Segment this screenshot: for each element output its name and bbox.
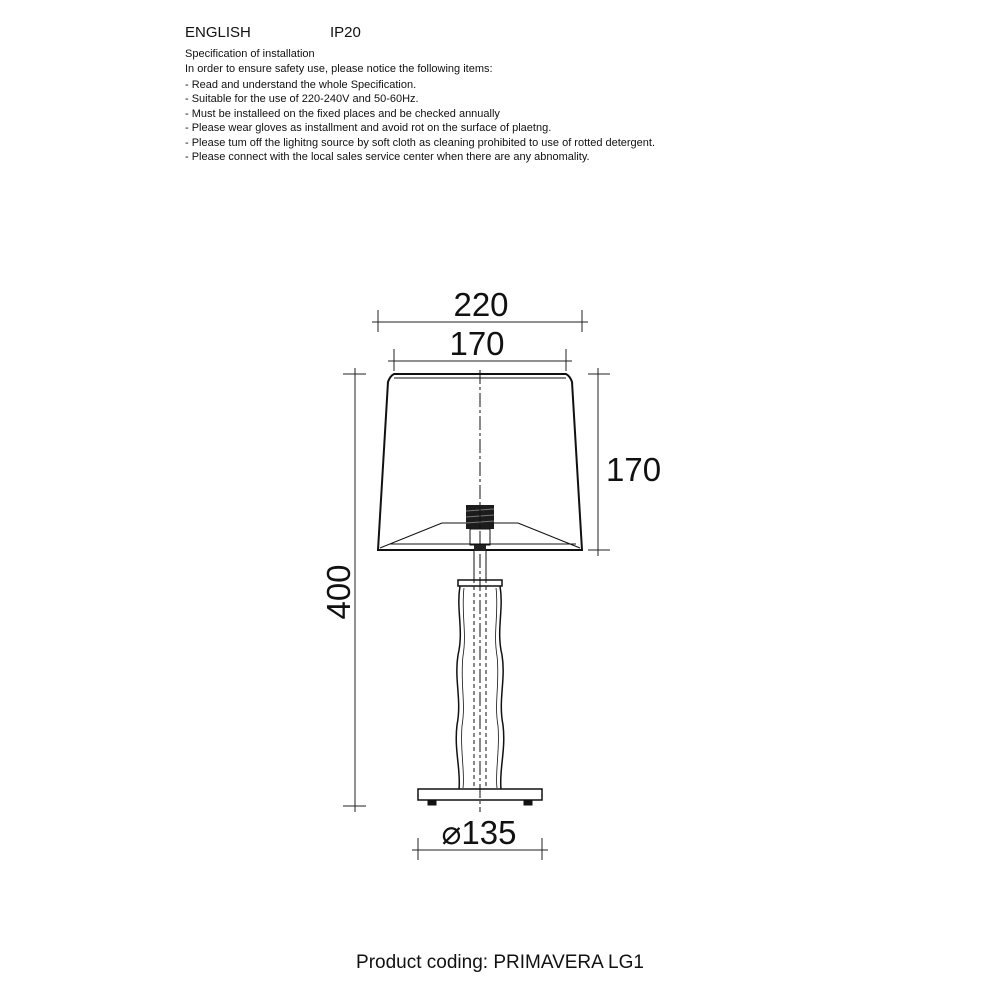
- shade-height-label: 170: [606, 451, 662, 488]
- ip-rating: IP20: [330, 24, 361, 41]
- spec-intro: In order to ensure safety use, please notice the following items:: [185, 63, 493, 75]
- spec-title: Specification of installation: [185, 48, 315, 60]
- safety-rule: - Please tum off the lighitng source by soft cloth as cleaning prohibited to use of rotted detergent.: [185, 136, 656, 149]
- safety-rule: - Read and understand the whole Specification.: [185, 79, 417, 91]
- safety-rule: - Please connect with the local sales service center when there are any abnomality.: [185, 151, 590, 164]
- safety-rule: - Suitable for the use of 220-240V and 50-60Hz.: [185, 93, 419, 106]
- safety-rule: - Must be installeed on the fixed places and be checked annually: [185, 107, 500, 120]
- base-diameter-label: ⌀135: [441, 814, 517, 851]
- safety-rule: - Please wear gloves as installment and avoid rot on the surface of plaetng.: [185, 122, 552, 135]
- total-height-label: 400: [320, 564, 357, 620]
- language-label: ENGLISH: [185, 24, 251, 41]
- shade-bottom-width-label: 220: [453, 286, 509, 323]
- product-coding: Product coding: PRIMAVERA LG1: [356, 952, 644, 973]
- shade-top-width-label: 170: [449, 325, 505, 362]
